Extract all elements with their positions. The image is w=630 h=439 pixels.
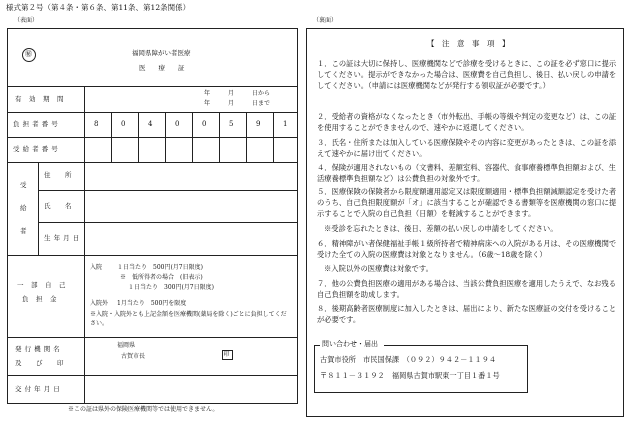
insurer-number-label: 負 担 者 番 号 [13, 120, 59, 128]
insurer-digit: 0 [121, 120, 126, 128]
copay-label-line2: 負 担 金 [22, 295, 57, 303]
seal-mark-text: ㊙ [25, 49, 32, 58]
insurer-digit: 1 [283, 120, 288, 128]
recipient-group-label: 給 [20, 204, 27, 212]
front-footer-note: ※この証は県外の保険医療機関等では使用できません。 [68, 406, 219, 413]
insurer-digit: 4 [148, 120, 153, 128]
issuer-label-line1: 発 行 機 関 名 [15, 345, 61, 353]
notice-item: ７．他の公費負担医療の適用がある場合は、当該公費負担医療を適用したうえで、なお残る自己負担額を助成します。 [317, 279, 617, 299]
notice-subnote: ※入院以外の医療費は対象です。 [324, 264, 433, 273]
copay-inpatient-amount: １日当たり 500円(月7日限度) [117, 264, 203, 271]
name-label: 氏 名 [44, 202, 72, 210]
copay-outpatient-label: 入院外 [90, 300, 109, 307]
issuer-mayor: 古賀市長 [121, 353, 146, 360]
contact-box [314, 345, 528, 393]
contact-heading: 問い合わせ・届出 [322, 340, 378, 348]
notice-item: ２．受給者の資格がなくなったとき（市外転出、手帳の等級や判定の変更など）は、この証を使用することができませんので、速やかに返還してください。 [317, 112, 617, 132]
copay-outpatient-amount: 1月当たり 500円を限度 [117, 300, 187, 307]
validity-label: 有 効 期 間 [15, 95, 64, 103]
notice-item: ８．後期高齢者医療制度に加入したときは、届出により、新たな医療証の交付を受けることが必要です。 [317, 304, 617, 324]
front-side-label: （表面） [14, 17, 39, 24]
notice-title: 【 注 意 事 項 】 [427, 39, 510, 48]
card-title-line1: 福岡県障がい者医療 [132, 49, 191, 57]
issuer-prefecture: 福岡県 [117, 342, 136, 349]
copay-low-income-amount: １日当たり 300円(月7日限度) [128, 284, 214, 291]
recipient-number-label: 受 給 者 番 号 [13, 145, 59, 153]
notice-item: １．この証は大切に保持し、医療機関などで診療を受けるときに、この証を必ず窓口に提示してください。提示ができなかった場合は、医療費を自己負担し、後日、払い戻しの申請をしてください。（申請には医療機関などが発行する領収証が必要です。） [317, 59, 617, 90]
insurer-digit: 0 [175, 120, 180, 128]
contact-address: 〒８１１－３１９２ 福岡県古賀市駅東一丁目１番１号 [320, 371, 500, 380]
insurer-digit: 8 [94, 120, 99, 128]
back-side-label: （裏面） [313, 17, 338, 24]
birthdate-label: 生 年 月 日 [44, 234, 80, 242]
notice-item: ３．氏名・住所または加入している医療保険やその内容に変更があったときは、この証を添えて速やかに届け出てください。 [317, 138, 617, 158]
issue-date-label: 交 付 年 月 日 [15, 385, 61, 393]
notice-subnote: ※受診を忘れたときは、後日、差額の払い戻しの申請をしてください。 [324, 224, 558, 233]
card-title-line2: 医 療 証 [139, 64, 185, 72]
seal-box-text: 印 [223, 350, 230, 358]
contact-office: 古賀市役所 市民国保課 （０９２）９４２－１１９４ [320, 355, 497, 364]
copay-inpatient-label: 入院 [90, 264, 103, 271]
address-label: 住 所 [44, 171, 72, 179]
notice-item: ４．保険が適用されないもの（文書料、差額室料、容器代、食事療養標準負担額および、生活療養標準負担額など）は公費負担の対象外です。 [317, 163, 616, 183]
insurer-digit: 9 [256, 120, 261, 128]
validity-to: 年 月 日まで [204, 100, 271, 107]
validity-from: 年 月 日から [204, 90, 271, 97]
issuer-label-line2: 及 び 印 [15, 359, 64, 367]
insurer-digit: 0 [202, 120, 207, 128]
copay-label-line1: 一 部 自 己 [17, 281, 66, 289]
copay-low-income-note: ※ 低所得者の場合 (旧表示) [120, 274, 203, 281]
notice-item: ５．医療保険の保険者から限度額適用認定又は限度額適用・標準負担額減額認定を受けた者のうち、自己負担限度額が「オ」に該当することが確認できる書類等を医療機関の窓口に提示することで入院の自己負担（日額）を軽減することができます。 [317, 187, 617, 218]
notice-item: ６．精神障がい者保健福祉手帳１級所持者で精神病床への入院がある月は、その医療機関で受けた全ての入院の医療費は対象となりません。（6歳～18歳を除く） [317, 239, 617, 259]
insurer-digit: 5 [229, 120, 234, 128]
copay-note: ※入院・入院外とも上記金額を医療機関(薬局を除く)ごとに負担してください。 [90, 311, 287, 327]
recipient-group-label: 受 [20, 181, 27, 189]
form-number: 様式第２号（第４条・第６条、第11条、第12条関係） [6, 3, 191, 12]
recipient-group-label: 者 [20, 227, 27, 235]
